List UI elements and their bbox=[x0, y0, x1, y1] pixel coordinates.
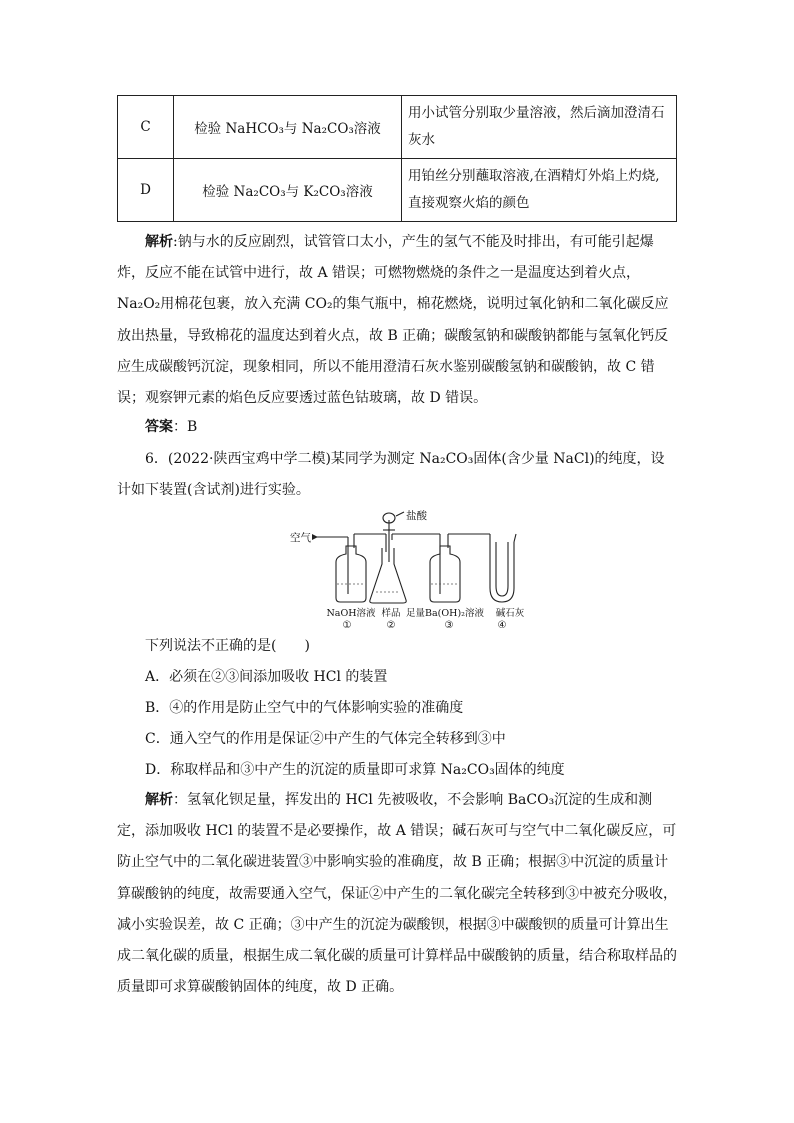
answer-line bbox=[145, 417, 197, 437]
option-d: D．称取样品和③中产生的沉淀的质量即可求算 Na₂CO₃固体的纯度 bbox=[145, 762, 565, 778]
analysis-paragraph-2 bbox=[117, 785, 677, 1003]
table-row bbox=[118, 159, 677, 222]
options-table bbox=[117, 95, 677, 222]
question-stem: 6．(2022·陕西宝鸡中学二模)某同学为测定 Na₂CO₃固体(含少量 NaCl)的纯度，设计如下装置(含试剂)进行实验。 bbox=[117, 451, 665, 499]
row-item: 检验 Na₂CO₃与 K₂CO₃溶液 bbox=[174, 159, 402, 222]
answer-text: ：B bbox=[173, 419, 198, 435]
option-b: B．④的作用是防止空气中的气体影响实验的准确度 bbox=[145, 700, 464, 716]
analysis-label: 解析 bbox=[145, 792, 173, 808]
air-label: 空气 bbox=[290, 532, 311, 544]
bottle-1 bbox=[336, 546, 366, 602]
bottle-3 bbox=[430, 546, 460, 602]
row-letter: C bbox=[118, 96, 174, 159]
option-c: C．通入空气的作用是保证②中产生的气体完全转移到③中 bbox=[145, 731, 506, 747]
row-method: 用小试管分别取少量溶液，然后滴加澄清石灰水 bbox=[402, 96, 677, 159]
number-1: ① bbox=[342, 620, 352, 628]
caption-4: 碱石灰 bbox=[495, 608, 525, 619]
flask-2 bbox=[370, 548, 406, 603]
acid-pointer bbox=[396, 512, 404, 516]
caption-2: 样品 bbox=[381, 608, 401, 619]
number-2: ② bbox=[386, 620, 396, 628]
u-tube-4 bbox=[490, 534, 514, 602]
row-letter: D bbox=[118, 159, 174, 222]
number-3: ③ bbox=[444, 620, 454, 628]
apparatus-diagram bbox=[290, 506, 530, 628]
answer-label: 答案 bbox=[145, 419, 173, 435]
table-row bbox=[118, 96, 677, 159]
caption-3: 足量Ba(OH)₂溶液 bbox=[406, 608, 484, 619]
option-a: A．必须在②③间添加吸收 HCl 的装置 bbox=[145, 669, 388, 685]
analysis-text: :钠与水的反应剧烈，试管管口太小，产生的氢气不能及时排出，有可能引起爆炸，反应不能在试管中进行，故 A 错误；可燃物燃烧的条件之一是温度达到着火点，Na₂O₂用棉花包裹，放入充满 CO₂的集气瓶中，棉花燃烧，说明过氧化钠和二氧化碳反应放出热量，导致棉花的温度达到着火点，故 B 正确；碳酸氢钠和碳酸钠都能与氢氧化钙反应生成碳酸钙沉淀，现象相同，所以不能用澄清石灰水鉴别碳酸氢钠和碳酸钠，故 C 错误；观察钾元素的焰色反应要透过蓝色钴玻璃，故 D 错误。 bbox=[117, 234, 669, 407]
caption-1: NaOH溶液 bbox=[326, 608, 376, 619]
acid-label: 盐酸 bbox=[406, 510, 427, 522]
analysis-text: ：氢氧化钡足量，挥发出的 HCl 先被吸收，不会影响 BaCO₃沉淀的生成和测定，添加吸收 HCl 的装置不是必要操作，故 A 错误；碱石灰可与空气中二氧化碳反应，可防止空气中的二氧化碳进装置③中影响实验的准确度，故 B 正确；根据③中沉淀的质量计算碳酸钠的纯度，故需要通入空气，保证②中产生的二氧化碳完全转移到③中被充分吸收，减小实验误差，故 C 正确；③中产生的沉淀为碳酸钡，根据③中碳酸钡的质量可计算出生成二氧化碳的质量，根据生成二氧化碳的质量可计算样品中碳酸钠的质量，结合称取样品的质量即可求算碳酸钠固体的纯度，故 D 正确。 bbox=[117, 792, 677, 996]
air-arrow-icon bbox=[312, 534, 318, 540]
analysis-paragraph-1 bbox=[117, 227, 677, 414]
row-item: 检验 NaHCO₃与 Na₂CO₃溶液 bbox=[174, 96, 402, 159]
analysis-label: 解析 bbox=[145, 234, 173, 250]
row-method: 用铂丝分别蘸取溶液,在酒精灯外焰上灼烧,直接观察火焰的颜色 bbox=[402, 159, 677, 222]
number-4: ④ bbox=[497, 620, 507, 628]
question-prompt: 下列说法不正确的是( ) bbox=[145, 638, 310, 654]
